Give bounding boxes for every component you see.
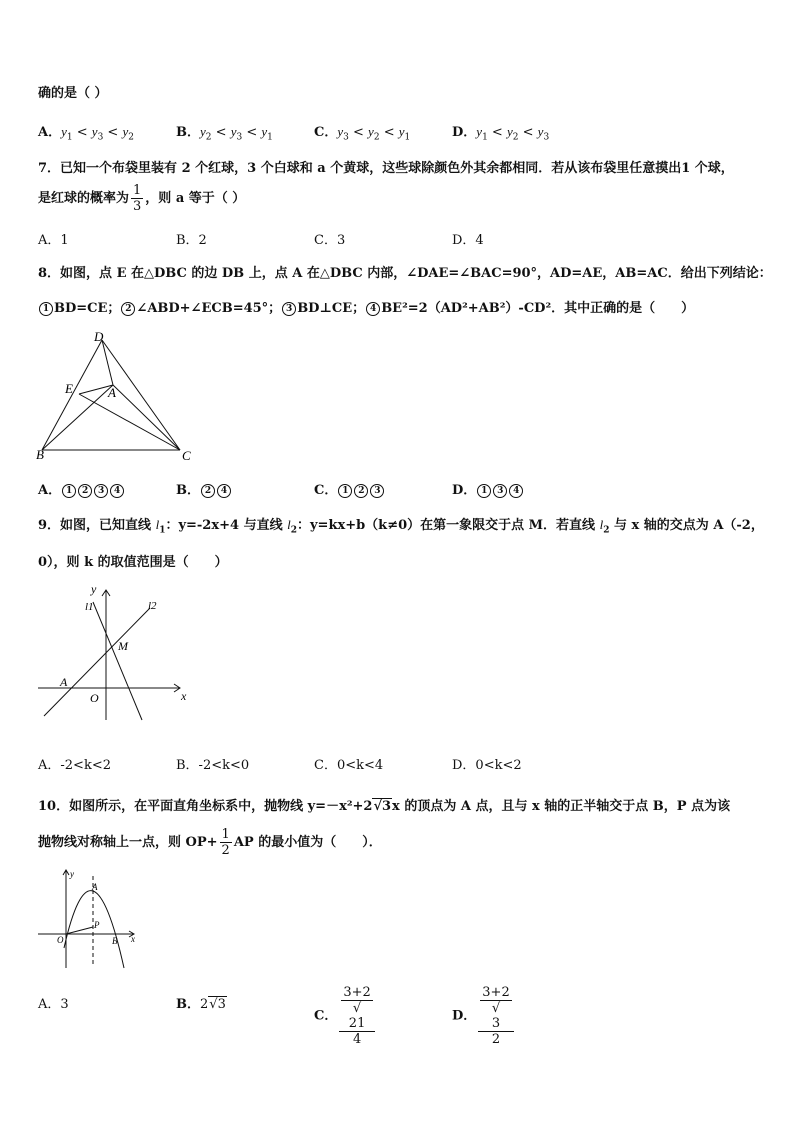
- q8-conclusion-4: BE²=2（AD²+AB²）-CD²．其中正确的是（ ）: [381, 301, 695, 316]
- q10-option-d-fraction: 3+2 √ 3 2: [478, 985, 513, 1047]
- q7-stem-pre: 是红球的概率为: [38, 191, 130, 206]
- q8-circled-2: 2: [121, 302, 135, 316]
- q10-parabola-figure: [34, 866, 144, 971]
- q9-lines-figure: [30, 580, 200, 725]
- q10-label-o: O: [57, 935, 64, 945]
- q7-frac-num: 1: [133, 183, 142, 198]
- q9-stem-mid1: ：y=-2x+4 与直线: [165, 518, 288, 533]
- q8-option-b-label: B．: [176, 483, 200, 498]
- q9-axis-y-label: y: [91, 582, 97, 596]
- q8-label-b: B: [36, 447, 44, 462]
- q8-stem-line1: 8．如图，点 E 在△DBC 的边 DB 上，点 A 在△DBC 内部，∠DAE=∠BAC=90°，AD=AE，AB=AC．给出下列结论：: [38, 266, 772, 281]
- q7-option-d: D．4: [452, 233, 484, 248]
- q10-option-d-den: 2: [491, 1032, 501, 1047]
- q10-stem-pre: 10．如图所示，在平面直角坐标系中，抛物线 y=－x²+2: [38, 799, 373, 814]
- q8-option-d: D． 1 3 4: [452, 479, 524, 498]
- q6-option-d-label: D．: [452, 125, 477, 140]
- q10-option-b-label: B．: [176, 997, 200, 1012]
- q10-option-b-radical: √3: [209, 997, 226, 1012]
- q6-option-c-label: C．: [314, 125, 338, 140]
- q10-option-b-radicand: 3: [217, 997, 226, 1012]
- q9-stem-line2: 0），则 k 的取值范围是（ ）: [38, 555, 228, 570]
- q10-stem-radicand: 3: [382, 799, 392, 814]
- q10-option-c-den: 4: [352, 1032, 362, 1047]
- q9-label-a: A: [60, 675, 68, 689]
- q8-option-c: C． 1 2 3: [314, 479, 385, 498]
- q9-stem-mid3: 与 x 轴的交点为 A（-2，: [609, 518, 764, 533]
- q8-conclusion-3: BD⊥CE；: [297, 301, 366, 316]
- q8-option-d-label: D．: [452, 483, 477, 498]
- q8-conclusion-1: BD=CE；: [54, 301, 121, 316]
- q7-stem-post: ，则 a 等于（ ）: [145, 191, 246, 206]
- q9-option-b: B．-2<k<0: [176, 758, 250, 773]
- q10-fraction: [220, 827, 232, 858]
- q8-circled-3: 3: [282, 302, 296, 316]
- q9-label-m: M: [118, 639, 128, 653]
- q10-axis-x-label: x: [131, 934, 135, 944]
- q10-option-d-num: 3+2: [482, 985, 510, 1000]
- q10-option-c-radicand: 21: [348, 1016, 366, 1031]
- q10-label-p: P: [94, 920, 100, 930]
- q10-option-a: A．3: [38, 997, 69, 1012]
- q10-option-c: [314, 985, 377, 1047]
- q10-option-d-radicand: 3: [491, 1016, 501, 1031]
- q8-option-b: B． 2 4: [176, 479, 232, 498]
- q10-option-b: [176, 993, 227, 1012]
- q10-stem-line2: [38, 827, 382, 858]
- q8-option-a: A． 1 2 3 4: [38, 479, 125, 498]
- q9-option-a: A．-2<k<2: [38, 758, 111, 773]
- q10-option-d-label: D．: [452, 1008, 477, 1024]
- q9-axis-x-label: x: [181, 689, 187, 703]
- q10-option-d: [452, 985, 516, 1047]
- q6-stem-tail: 确的是（ ）: [38, 86, 108, 101]
- q7-fraction: [131, 183, 143, 214]
- q8-stem-line2: [38, 297, 694, 316]
- q6-option-b: B．$y_2 < y_3 < y_1$: [176, 124, 273, 143]
- q8-triangle-figure: [30, 328, 200, 463]
- q10-stem-line1: [38, 795, 730, 814]
- q8-option-a-label: A．: [38, 483, 62, 498]
- q10-label-a: A: [92, 882, 98, 892]
- q9-stem-line1: 9．如图，已知直线 $l_1$：y=-2x+4 与直线 $l_2$：y=kx+b（k≠0）在第一象限交于点 M．若直线 $l_2$ 与 x 轴的交点为 A（-2，: [38, 517, 764, 536]
- q9-label-l2: l2: [148, 600, 157, 612]
- q9-option-d: D．0<k<2: [452, 758, 522, 773]
- q7-stem-line1: 7．已知一个布袋里装有 2 个红球，3 个白球和 a 个黄球，这些球除颜色外其余都相同．若从该布袋里任意摸出1 个球，: [38, 161, 734, 176]
- q8-option-c-label: C．: [314, 483, 338, 498]
- q7-option-c: C．3: [314, 233, 346, 248]
- q7-option-a: A．1: [38, 233, 69, 248]
- q10-axis-y-label: y: [70, 869, 74, 879]
- q10-option-c-num: 3+2: [343, 985, 371, 1000]
- q9-label-o: O: [90, 691, 99, 705]
- q6-option-b-label: B．: [176, 125, 200, 140]
- q10-frac-den: 2: [221, 843, 230, 858]
- q10-option-c-label: C．: [314, 1008, 338, 1024]
- q9-stem-mid2: ：y=kx+b（k≠0）在第一象限交于点 M．若直线: [297, 518, 600, 533]
- q8-conclusion-2: ∠ABD+∠ECB=45°；: [136, 301, 282, 316]
- q10-stem-post: x 的顶点为 A 点，且与 x 轴的正半轴交于点 B，P 点为该: [392, 799, 731, 814]
- q7-option-b: B．2: [176, 233, 207, 248]
- q8-circled-4: 4: [366, 302, 380, 316]
- q10-label-b: B: [112, 936, 118, 946]
- q10-stem-radical: √3: [373, 799, 392, 814]
- q8-label-a: A: [108, 385, 116, 400]
- q7-frac-den: 3: [133, 199, 142, 214]
- q9-label-l1: l1: [85, 601, 94, 613]
- q10-option-b-coef: 2: [200, 997, 209, 1012]
- q6-option-c: C．$y_3 < y_2 < y_1$: [314, 124, 411, 143]
- q10-stem-line2-post: AP 的最小值为（ ）．: [233, 835, 382, 850]
- q10-option-c-fraction: 3+2 √ 21 4: [339, 985, 374, 1047]
- q10-stem-line2-pre: 抛物线对称轴上一点，则 OP+: [38, 835, 218, 850]
- q6-option-d: D．$y_1 < y_2 < y_3$: [452, 124, 550, 143]
- q6-option-a-label: A．: [38, 125, 62, 140]
- q9-option-c: C．0<k<4: [314, 758, 384, 773]
- q8-circled-1: 1: [39, 302, 53, 316]
- q7-stem-line2: [38, 183, 245, 214]
- q10-frac-num: 1: [221, 827, 230, 842]
- q6-option-a: A．$y_1 < y_3 < y_2$: [38, 124, 134, 143]
- q9-stem-pre: 9．如图，已知直线: [38, 518, 156, 533]
- q8-label-d: D: [94, 329, 104, 344]
- q8-label-c: C: [182, 448, 191, 463]
- q8-label-e: E: [65, 381, 73, 396]
